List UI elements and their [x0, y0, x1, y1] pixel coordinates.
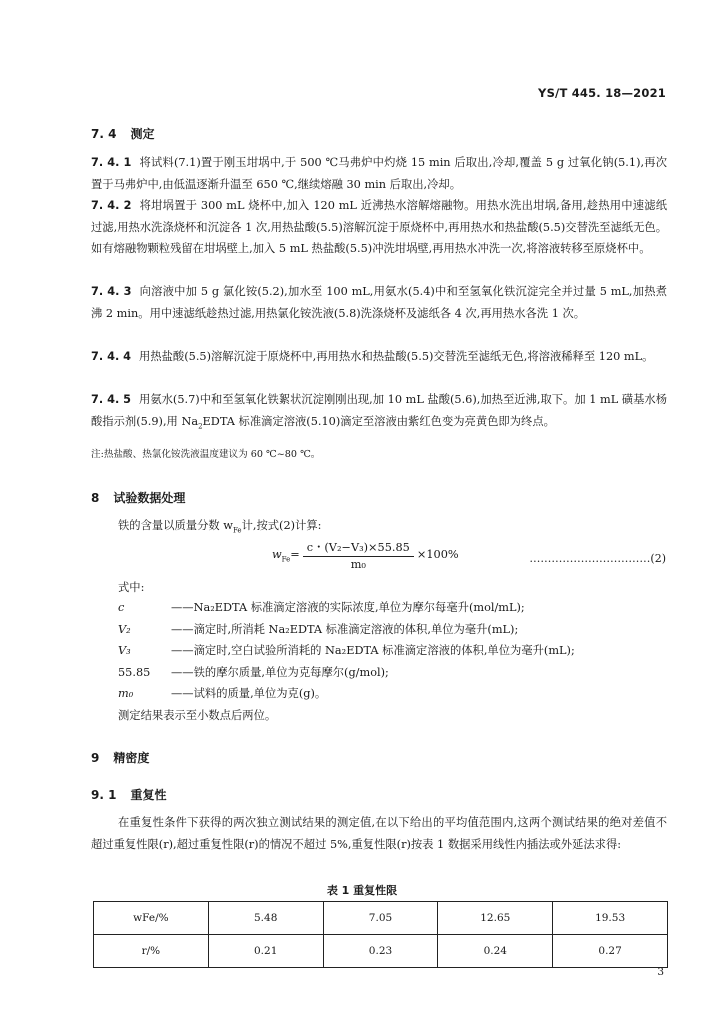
table-row: [94, 935, 668, 968]
table-cell: 0.27: [553, 935, 668, 968]
section-7-4-heading: 7. 4 测定: [91, 127, 155, 141]
formula-where: 式中:: [118, 581, 145, 594]
clause-7-4-3: 7. 4. 3 向溶液中加 5 g 氯化铵(5.2),加水至 100 mL,用氨水(5.4)中和至氢氧化铁沉淀完全并过量 5 mL,加热煮沸 2 min。用中速滤纸趁热过滤,用热氯化铵洗液(5.8)洗涤烧杯及滤纸各 4 次,再用热水各洗 1 次。: [91, 285, 668, 320]
section-9-1-text: 在重复性条件下获得的两次独立测试结果的测定值,在以下给出的平均值范围内,这两个测试结果的绝对差值不超过重复性限(r),超过重复性限(r)的情况不超过 5%,重复性限(r)按表 1 数据采用线性内插法或外延法求得:: [91, 816, 667, 851]
note: 注:热盐酸、热氯化铵洗液温度建议为 60 ℃~80 ℃。: [91, 449, 321, 460]
repeatability-table: [93, 901, 668, 968]
clause-7-4-2: 7. 4. 2 将坩埚置于 300 mL 烧杯中,加入 120 mL 近沸热水溶解熔融物。用热水洗出坩埚,备用,趁热用中速滤纸过滤,用热水洗涤烧杯和沉淀各 1 次,用热盐酸(5.5)溶解沉淀于原烧杯中,再用热水和热盐酸(5.5)交替洗至滤纸无色。如有熔融物颗粒残留在坩埚壁上,加入 5 mL 热盐酸(5.5)冲洗坩埚壁,再用热水冲洗一次,将溶液转移至原烧杯中。: [91, 199, 668, 256]
table-cell: 7.05: [323, 902, 438, 935]
definition-row: c ——Na₂EDTA 标准滴定溶液的实际浓度,单位为摩尔每毫升(mol/mL);: [118, 601, 525, 614]
section-8-heading: 8 试验数据处理: [91, 491, 186, 505]
formula-2: $w_{Fe}=$ $\frac{\text{c・(V₂−V₃)×55.85}}{\text{m₀}}$ ×100%: [272, 541, 459, 571]
table-cell: r/%: [94, 935, 209, 968]
result-precision-note: 测定结果表示至小数点后两位。: [118, 709, 277, 722]
table-cell: wFe/%: [94, 902, 209, 935]
clause-7-4-4: 7. 4. 4 用热盐酸(5.5)溶解沉淀于原烧杯中,再用热水和热盐酸(5.5)交替洗至滤纸无色,将溶液稀释至 120 mL。: [91, 350, 654, 363]
definition-row: V₂ ——滴定时,所消耗 Na₂EDTA 标准滴定溶液的体积,单位为毫升(mL);: [118, 622, 519, 636]
clause-7-4-5: 7. 4. 5 用氨水(5.7)中和至氢氧化铁絮状沉淀刚刚出现,加 10 mL 盐酸(5.6),加热至近沸,取下。加 1 mL 磺基水杨酸指示剂(5.9),用 $Na_2EDTA$ 标准滴定溶液(5.10)滴定至溶液由紫红色变为亮黄色即为终点。: [91, 393, 667, 430]
formula-number: ……………………………(2): [529, 552, 666, 565]
definition-row: 55.85 ——铁的摩尔质量,单位为克每摩尔(g/mol);: [118, 665, 389, 679]
table-cell: 0.24: [438, 935, 553, 968]
table-cell: 0.21: [208, 935, 323, 968]
symbol-definitions: [118, 597, 575, 705]
definition-row: V₃ ——滴定时,空白试验所消耗的 Na₂EDTA 标准滴定溶液的体积,单位为毫升(mL);: [118, 644, 575, 658]
table-cell: 19.53: [553, 902, 668, 935]
section-9-heading: 9 精密度: [91, 751, 150, 765]
table-cell: 12.65: [438, 902, 553, 935]
table-cell: 0.23: [323, 935, 438, 968]
standard-code: YS/T 445. 18—2021: [538, 86, 666, 100]
definition-row: m₀ ——试料的质量,单位为克(g)。: [118, 687, 327, 701]
table-title: 表 1 重复性限: [326, 884, 398, 897]
table-cell: 5.48: [208, 902, 323, 935]
section-8-intro: 铁的含量以质量分数 $w_{Fe}$计,按式(2)计算:: [118, 519, 322, 535]
clause-7-4-1: 7. 4. 1 将试料(7.1)置于刚玉坩埚中,于 500 ℃马弗炉中灼烧 15 min 后取出,冷却,覆盖 5 g 过氧化钠(5.1),再次置于马弗炉中,由低温逐渐升温至 650 ℃,继续熔融 30 min 后取出,冷却。: [91, 156, 668, 191]
table-row: [94, 902, 668, 935]
page-number: 3: [657, 966, 664, 978]
section-9-1-heading: 9. 1 重复性: [91, 788, 167, 802]
fraction: $\frac{\text{c・(V₂−V₃)×55.85}}{\text{m₀}}$: [303, 539, 414, 571]
